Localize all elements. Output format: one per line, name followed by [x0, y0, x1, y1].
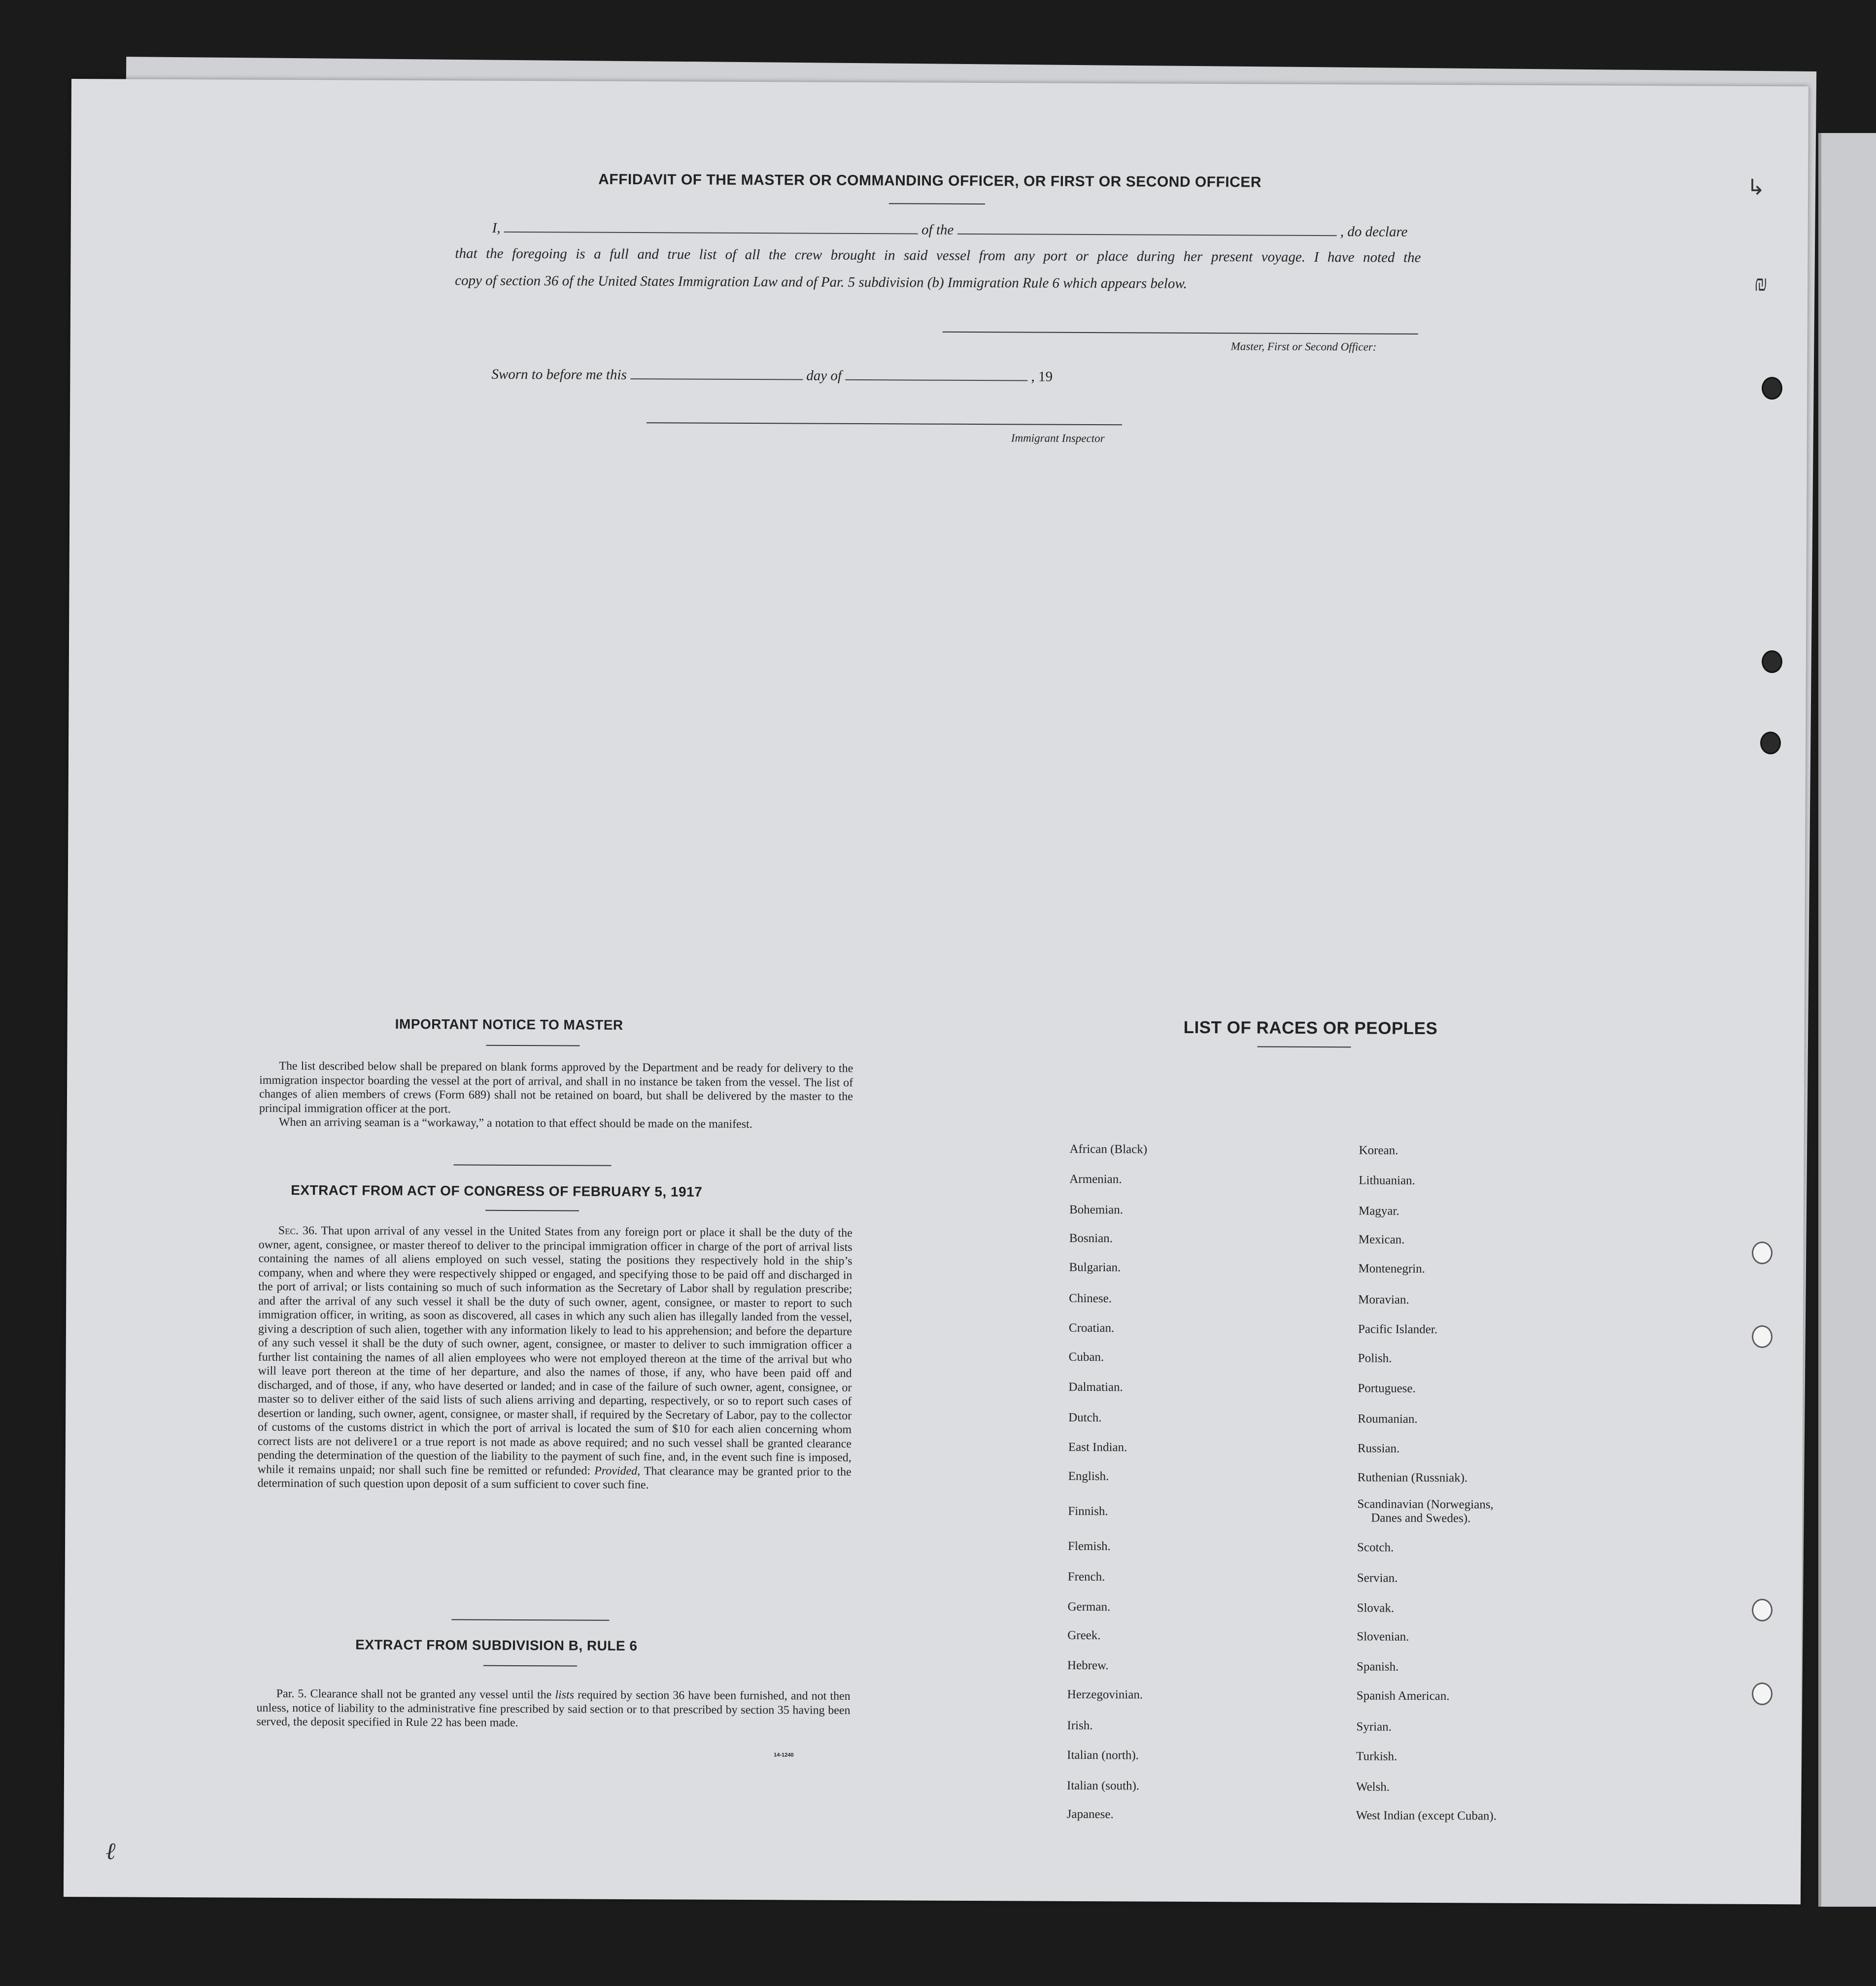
race-item: Hebrew.	[1067, 1658, 1109, 1673]
race-item: Ruthenian (Russniak).	[1357, 1471, 1468, 1485]
notice-paragraph-1: The list described below shall be prepared on blank forms approved by the Department and be ready for delivery to the immigration inspector boarding the vessel at the port of arrival, and shall in no instance be taken from the vessel. The list of changes of alien members of crews (Form 689) shall not be retained on board, but shall be delivered by the master to the principal immigration officer at the port.	[259, 1059, 853, 1115]
race-item: Polish.	[1358, 1351, 1392, 1365]
clip-mark: ↳	[1747, 175, 1765, 200]
lists-label: lists	[555, 1688, 575, 1702]
sworn-day-blank[interactable]	[630, 378, 803, 380]
sworn-month-blank[interactable]	[845, 379, 1027, 381]
race-item: Armenian.	[1069, 1172, 1122, 1186]
sworn-line	[491, 367, 1053, 385]
vessel-blank[interactable]	[957, 234, 1337, 236]
binder-hole	[1752, 1683, 1773, 1705]
race-item: Bosnian.	[1069, 1231, 1113, 1245]
race-item: Danes and Swedes).	[1371, 1511, 1471, 1525]
affidavit-of-the-label: of the	[921, 222, 954, 238]
name-blank[interactable]	[504, 232, 918, 235]
day-of-label: day of	[806, 368, 842, 384]
race-item: Korean.	[1359, 1144, 1398, 1157]
rule-6-body-end: required by section 36 have been furnished, and not then unless, notice of liability to the administrative fine prescribed by said section or to that prescribed by section 35 having been served, the deposit specified in Rule 22 has been made.	[256, 1688, 851, 1729]
notice-title-rule	[486, 1045, 580, 1046]
race-item: Dutch.	[1068, 1411, 1102, 1425]
notice-title: IMPORTANT NOTICE TO MASTER	[395, 1016, 623, 1033]
race-item: Spanish.	[1356, 1660, 1399, 1674]
handwritten-mark: ℓ	[105, 1838, 116, 1865]
binder-hole	[1760, 732, 1781, 754]
act-extract-title: EXTRACT FROM ACT OF CONGRESS OF FEBRUARY 5, 1917	[291, 1182, 703, 1200]
notice-paragraph-2: When an arriving seaman is a “workaway,” a notation to that effect should be made on the manifest.	[278, 1115, 752, 1131]
inspector-caption: Immigrant Inspector	[1011, 432, 1105, 445]
race-item: Greek.	[1067, 1628, 1101, 1643]
right-page-edge	[1818, 133, 1876, 1907]
race-item: Slovak.	[1357, 1601, 1395, 1615]
race-item: Cuban.	[1068, 1350, 1104, 1364]
sec-36-body-end: That clearance may be granted prior to the determination of such question upon deposit of a sum sufficient to cover such fine.	[257, 1464, 852, 1492]
year-label: , 19	[1031, 369, 1053, 385]
provided-label: Provided,	[594, 1464, 641, 1478]
races-title-rule	[1257, 1046, 1351, 1048]
race-item: Irish.	[1067, 1718, 1093, 1733]
notice-body	[259, 1059, 853, 1132]
race-item: Turkish.	[1356, 1750, 1398, 1763]
race-item: Italian (north).	[1067, 1748, 1139, 1762]
race-item: Japanese.	[1066, 1807, 1114, 1821]
race-item: Bulgarian.	[1069, 1260, 1121, 1275]
race-item: German.	[1067, 1600, 1111, 1614]
section-36-text	[258, 1224, 853, 1493]
race-item: Syrian.	[1356, 1720, 1392, 1734]
race-item: Herzegovinian.	[1067, 1687, 1143, 1702]
affidavit-line-2: that the foregoing is a full and true list of all the crew brought in said vessel from any port or place during her present voyage. I have noted the	[455, 245, 1421, 266]
binder-hole	[1752, 1325, 1773, 1348]
act-extract-rule	[485, 1210, 579, 1212]
race-item: Slovenian.	[1357, 1630, 1409, 1644]
race-item: East Indian.	[1068, 1440, 1127, 1454]
race-item: West Indian (except Cuban).	[1356, 1809, 1497, 1823]
sworn-label: Sworn to before me this	[491, 366, 627, 383]
race-item: Bohemian.	[1069, 1203, 1124, 1217]
binder-hole	[1762, 650, 1782, 673]
race-item: Portuguese.	[1358, 1381, 1416, 1395]
affidavit-i-label: I,	[492, 220, 501, 236]
race-item: Scotch.	[1357, 1541, 1394, 1554]
binder-hole	[1762, 377, 1782, 400]
binder-hole	[1752, 1242, 1773, 1264]
race-item: Moravian.	[1358, 1293, 1409, 1307]
rule-extract-rule	[483, 1665, 577, 1667]
rule-6-body: Par. 5. Clearance shall not be granted any vessel until the	[276, 1687, 552, 1702]
race-item: Croatian.	[1068, 1321, 1115, 1335]
race-item: Welsh.	[1356, 1780, 1390, 1794]
rule-6-text	[256, 1687, 850, 1732]
race-item: Russian.	[1357, 1442, 1400, 1455]
sec-36-label: Sec. 36.	[278, 1224, 317, 1238]
race-item: French.	[1067, 1570, 1105, 1584]
master-signature-line[interactable]	[943, 332, 1418, 335]
race-item: Dalmatian.	[1068, 1380, 1123, 1394]
clip-mark: ₪	[1754, 271, 1768, 296]
race-item: Flemish.	[1067, 1539, 1111, 1553]
race-item: Magyar.	[1358, 1204, 1399, 1218]
race-item: Roumanian.	[1358, 1412, 1418, 1426]
race-item: Italian (south).	[1066, 1779, 1140, 1793]
document-page	[64, 79, 1808, 1904]
binder-hole	[1752, 1599, 1773, 1621]
race-item: Lithuanian.	[1359, 1174, 1415, 1187]
race-item: Servian.	[1357, 1571, 1398, 1585]
affidavit-line-3: copy of section 36 of the United States Immigration Law and of Par. 5 subdivision (b) Immigration Rule 6 which appears below.	[455, 272, 1187, 292]
notice-separator	[453, 1164, 611, 1166]
race-item: Scandinavian (Norwegians,	[1357, 1497, 1494, 1512]
race-item: Mexican.	[1358, 1233, 1405, 1246]
form-number: 14-1240	[774, 1752, 794, 1758]
rule-extract-title: EXTRACT FROM SUBDIVISION B, RULE 6	[355, 1637, 638, 1654]
inspector-signature-line[interactable]	[647, 422, 1122, 425]
affidavit-title-rule	[889, 203, 985, 204]
race-item: African (Black)	[1069, 1142, 1148, 1156]
race-item: English.	[1068, 1469, 1109, 1483]
race-item: Spanish American.	[1356, 1689, 1450, 1703]
races-title: LIST OF RACES OR PEOPLES	[1183, 1017, 1438, 1039]
act-separator	[451, 1619, 609, 1620]
sec-36-body: That upon arrival of any vessel in the United States from any foreign port or place it shall be the duty of the owner, agent, consignee, or master thereof to deliver to the principal immigration officer in charge of the port of arrival lists containing the names of all aliens employed on such vessel, stating the positions they respectively hold in the ship’s company, when and where they were respectively shipped or engaged, and specifying those to be paid off and discharged in the port of arrival; or lists containing so much of such information as the Secretary of Labor shall by regulation prescribe; and after the arrival of any such vessel it shall be the duty of such owner, agent, consignee, or master to report to such immigration officer, in writing, as soon as discovered, all cases in which any such alien has illegally landed from the vessel, giving a description of such alien, together with any information likely to lead to his apprehension; and before the departure of any such vessel it shall be the duty of such owner, agent, consignee, or master to deliver to such immigration officer a further list containing the names of all alien employees who were not employed thereon at the time of the arrival but who will leave port thereon at the time of her departure, and also the names of those, if any, who have been paid off and discharged, and of those, if any, who have deserted or landed; and in case of the failure of such owner, agent, consignee, or master so to deliver either of the said lists of such aliens arriving and departing, respectively, or so to report such cases of desertion or landing, such owner, agent, consignee, or master shall, if required by the Secretary of Labor, pay to the collector of customs of the customs district in which the port of arrival is located the sum of $10 for each alien concerning whom correct lists are not delivere1 or a true report is not made as above required; and no such vessel shall be granted clearance pending the determination of the question of the liability to the payment of such fine, and, in the event such fine is imposed, while it remains unpaid; nor shall such fine be remitted or refunded:	[257, 1224, 853, 1478]
race-item: Pacific Islander.	[1358, 1322, 1438, 1337]
race-item: Montenegrin.	[1358, 1262, 1425, 1276]
affidavit-title: AFFIDAVIT OF THE MASTER OR COMMANDING OFFICER, OR FIRST OR SECOND OFFICER	[598, 171, 1262, 191]
race-item: Finnish.	[1068, 1504, 1108, 1518]
affidavit-do-declare: , do declare	[1340, 224, 1408, 240]
master-signature-caption: Master, First or Second Officer:	[1230, 340, 1377, 353]
affidavit-line-1	[492, 220, 1408, 240]
race-item: Chinese.	[1069, 1291, 1112, 1306]
